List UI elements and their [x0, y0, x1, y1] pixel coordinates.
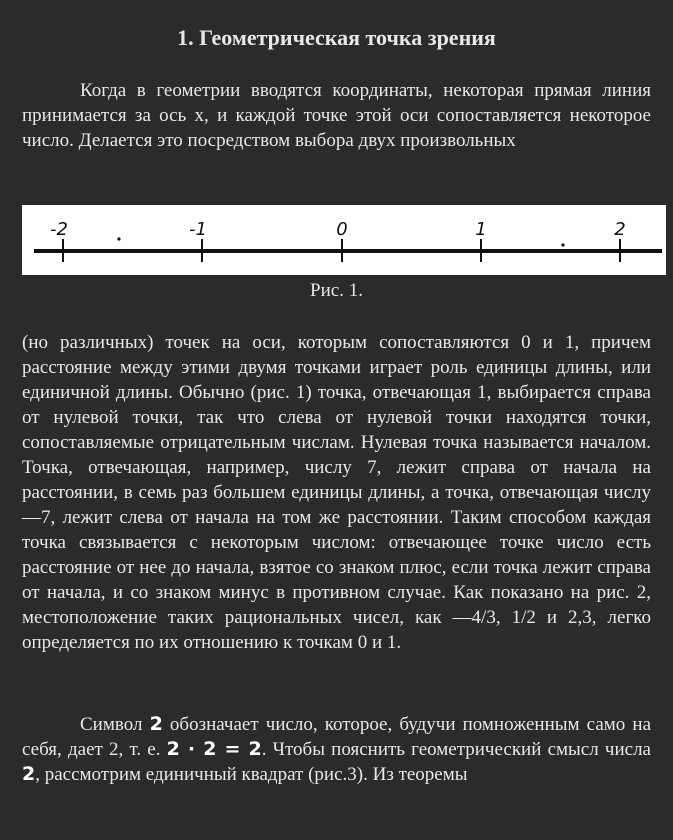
tick-label: -1 [189, 219, 207, 240]
paragraph-intro: Когда в геометрии вводятся координаты, некоторая прямая линия принимается за ось x, и каждой точке этой оси сопоставляется некоторое число. Делается это посредством выбора двух произвольных [22, 80, 651, 151]
figure-caption: Рис. 1. [310, 280, 363, 301]
paragraph-symbol [22, 712, 651, 787]
tick-label: 0 [336, 219, 348, 240]
paragraph-main: (но различных) точек на оси, которым сопоставляются 0 и 1, причем расстояние между этими двумя точками играет роль единицы длины, или единичной длины. Обычно (рис. 1) точка, отвечающая 1, выбирается справа от нулевой точки, так что слева от нулевой точки находятся точки, сопоставляемые отрицательным числам. Нулевая точка называется началом. Точка, отвечающая, например, числу 7, лежит справа от начала на расстоянии, в семь раз большем единицы длины, а точка, отвечающая числу —7, лежит слева от начала на том же расстоянии. Таким способом каждая точка связывается с некоторым числом: отвечающее точке число есть расстояние от нее до начала, взятое со знаком плюс, если точка лежит справа от начала, и со знаком минус в противном случае. Как показано на рис. 2, местоположение таких рациональных чисел, как —4/3, 1/2 и 2,3, легко определяется по их отношению к точкам 0 и 1. [22, 332, 651, 653]
equation: 2 · 2 = 2 [166, 738, 262, 760]
sqrt2-symbol: 2 [22, 763, 36, 785]
tick-label: 2 [614, 219, 626, 240]
dot-mark [561, 243, 564, 246]
text-run: обозначает число, которое, будучи помноженным само на себя, дает 2, т. е. [22, 714, 652, 760]
sqrt2-symbol: 2 [149, 713, 163, 735]
number-line-svg [22, 205, 666, 275]
tick-label: -2 [50, 219, 68, 240]
dot-mark [117, 237, 120, 240]
text-run: Символ [80, 714, 150, 735]
number-line-figure [22, 205, 666, 275]
text-run: . Чтобы пояснить геометрический смысл числа [261, 739, 651, 760]
text-run: , рассмотрим единичный квадрат (рис.3). Из теоремы [35, 764, 468, 785]
section-heading: 1. Геометрическая точка зрения [177, 25, 496, 50]
tick-label: 1 [475, 219, 487, 240]
